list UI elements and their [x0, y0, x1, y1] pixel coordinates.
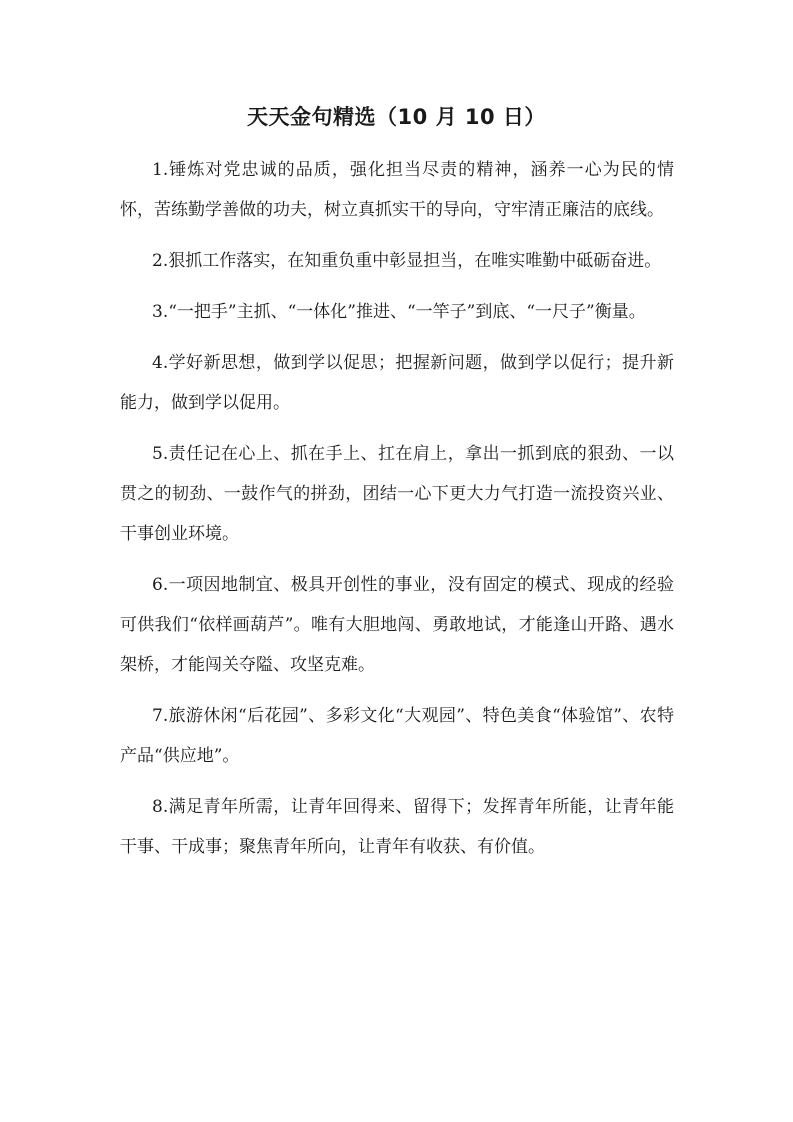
quote-item-2: 2.狠抓工作落实，在知重负重中彰显担当，在唯实唯勤中砥砺奋进。 [152, 251, 662, 271]
quote-item-5: 5.责任记在心上、抓在手上、扛在肩上，拿出一抓到底的狠劲、一以贯之的韧劲、一鼓作气的拼劲，团结一心下更大力气打造一流投资兴业、干事创业环境。 [120, 444, 674, 544]
quote-item-8: 8.满足青年所需，让青年回得来、留得下；发挥青年所能，让青年能干事、干成事；聚焦青年所向，让青年有收获、有价值。 [120, 797, 674, 857]
quote-item-1: 1.锤炼对党忠诚的品质，强化担当尽责的精神，涵养一心为民的情怀，苦练勤学善做的功夫，树立真抓实干的导向，守牢清正廉洁的底线。 [120, 160, 674, 220]
document-title: 天天金句精选（10 月 10 日） [247, 105, 546, 129]
quote-item-4: 4.学好新思想，做到学以促思；把握新问题，做到学以促行；提升新能力，做到学以促用。 [120, 353, 674, 413]
quote-item-6: 6.一项因地制宜、极具开创性的事业，没有固定的模式、现成的经验可供我们“依样画葫芦”。唯有大胆地闯、勇敢地试，才能逢山开路、遇水架桥，才能闯关夺隘、攻坚克难。 [120, 575, 674, 675]
quote-item-7: 7.旅游休闲“后花园”、多彩文化“大观园”、特色美食“体验馆”、农特产品“供应地”。 [120, 706, 674, 766]
quote-item-3: 3.“一把手”主抓、“一体化”推进、“一竿子”到底、“一尺子”衡量。 [152, 302, 646, 322]
document-body [120, 150, 674, 878]
